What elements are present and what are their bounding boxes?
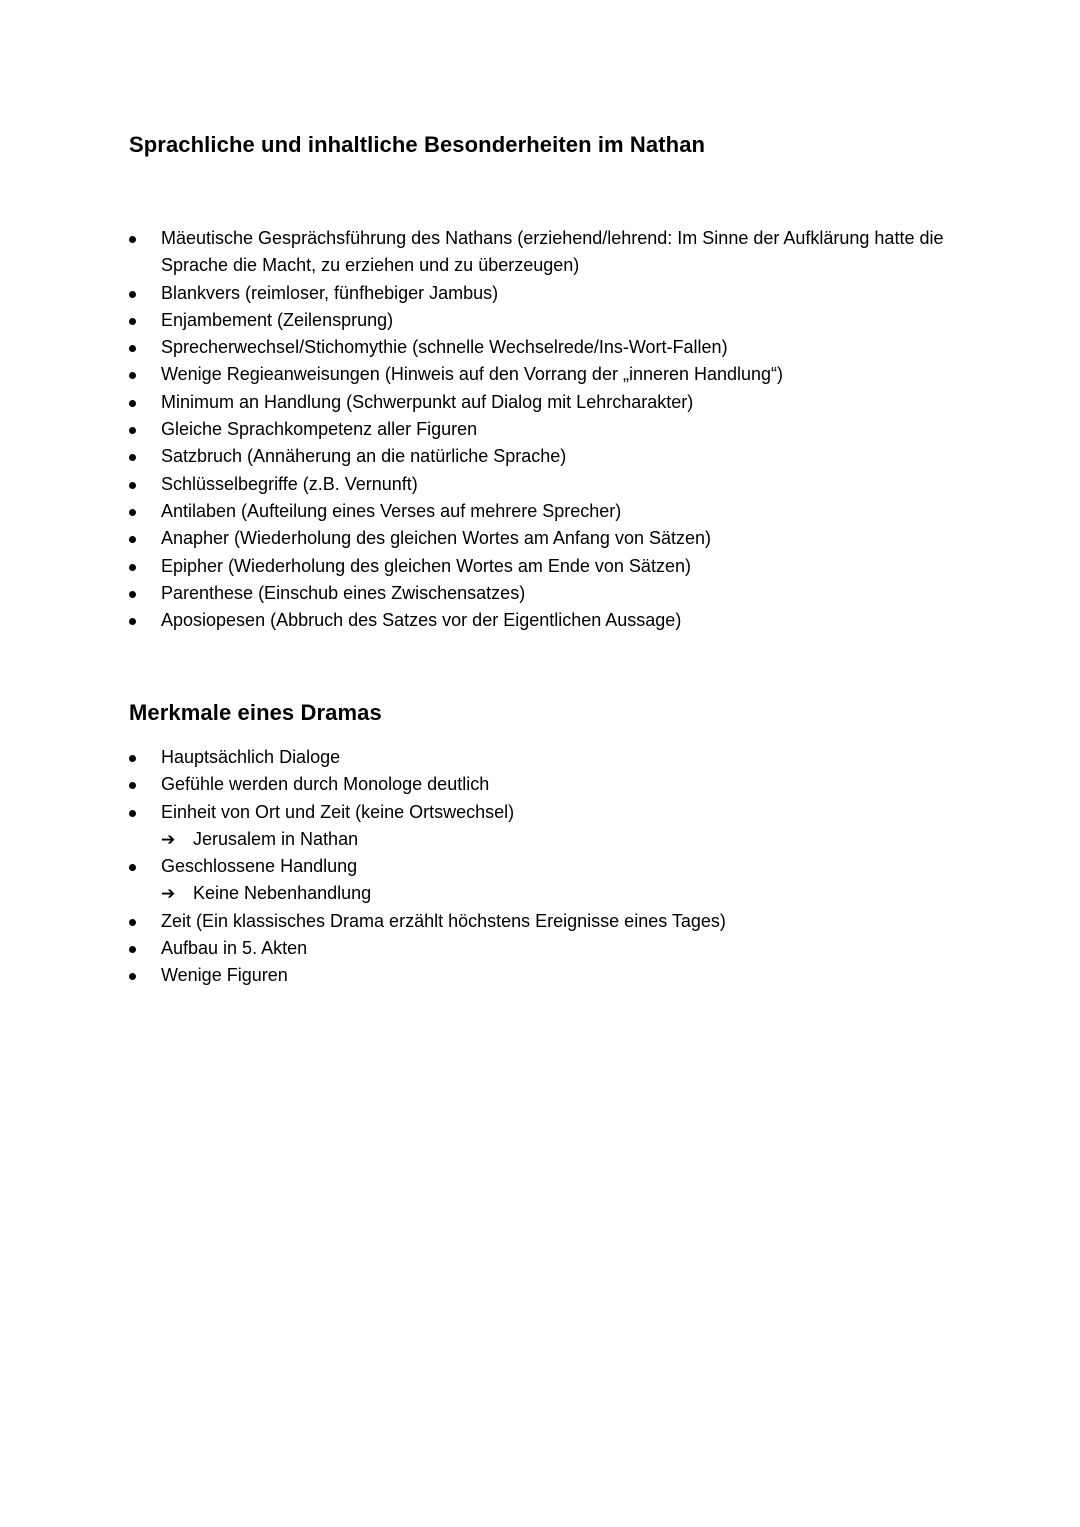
bullet-icon <box>129 318 136 325</box>
list-item: Einheit von Ort und Zeit (keine Ortswechsel) <box>0 799 951 826</box>
list-item: Aufbau in 5. Akten <box>0 935 951 962</box>
sub-list-item: ➔ Keine Nebenhandlung <box>0 880 951 907</box>
bullet-icon <box>129 810 136 817</box>
list-item: Aposiopesen (Abbruch des Satzes vor der Eigentlichen Aussage) <box>0 607 951 634</box>
bullet-icon <box>129 864 136 871</box>
bullet-icon <box>129 919 136 926</box>
list-item: Mäeutische Gesprächsführung des Nathans (erziehend/lehrend: Im Sinne der Aufklärung hatte die Sprache die Macht, zu erziehen und zu überzeugen) <box>0 225 951 280</box>
list-item: Zeit (Ein klassisches Drama erzählt höchstens Ereignisse eines Tages) <box>0 908 951 935</box>
list-item: Sprecherwechsel/Stichomythie (schnelle Wechselrede/Ins-Wort-Fallen) <box>0 334 951 361</box>
list-item: Schlüsselbegriffe (z.B. Vernunft) <box>0 471 951 498</box>
bullet-icon <box>129 454 136 461</box>
arrow-right-icon: ➔ <box>161 829 176 849</box>
bullet-icon <box>129 236 136 243</box>
list-item: Antilaben (Aufteilung eines Verses auf mehrere Sprecher) <box>0 498 951 525</box>
list-item: Hauptsächlich Dialoge <box>0 744 951 771</box>
bullet-icon <box>129 400 136 407</box>
list-item: Wenige Figuren <box>0 962 951 989</box>
bullet-icon <box>129 345 136 352</box>
bullet-icon <box>129 291 136 298</box>
list-item: Gefühle werden durch Monologe deutlich <box>0 771 951 798</box>
list-item: Enjambement (Zeilensprung) <box>0 307 951 334</box>
drama-features-list <box>0 744 951 990</box>
bullet-icon <box>129 755 136 762</box>
section-heading-nathan: Sprachliche und inhaltliche Besonderheiten im Nathan <box>129 132 706 157</box>
bullet-icon <box>129 946 136 953</box>
list-item: Anapher (Wiederholung des gleichen Wortes am Anfang von Sätzen) <box>0 525 951 552</box>
bullet-icon <box>129 591 136 598</box>
list-item: Parenthese (Einschub eines Zwischensatzes) <box>0 580 951 607</box>
bullet-icon <box>129 427 136 434</box>
bullet-icon <box>129 536 136 543</box>
list-item: Blankvers (reimloser, fünfhebiger Jambus) <box>0 280 951 307</box>
bullet-icon <box>129 509 136 516</box>
section-heading-drama: Merkmale eines Dramas <box>129 700 382 725</box>
bullet-icon <box>129 482 136 489</box>
bullet-icon <box>129 782 136 789</box>
bullet-icon <box>129 618 136 625</box>
list-item: Gleiche Sprachkompetenz aller Figuren <box>0 416 951 443</box>
sub-list-item: ➔ Jerusalem in Nathan <box>0 826 951 853</box>
list-item: Epipher (Wiederholung des gleichen Wortes am Ende von Sätzen) <box>0 553 951 580</box>
bullet-icon <box>129 564 136 571</box>
bullet-icon <box>129 973 136 980</box>
list-item: Wenige Regieanweisungen (Hinweis auf den Vorrang der „inneren Handlung“) <box>0 361 951 388</box>
nathan-features-list <box>0 225 951 634</box>
list-item: Geschlossene Handlung <box>0 853 951 880</box>
bullet-icon <box>129 372 136 379</box>
arrow-right-icon: ➔ <box>161 884 176 904</box>
list-item: Minimum an Handlung (Schwerpunkt auf Dialog mit Lehrcharakter) <box>0 389 951 416</box>
list-item: Satzbruch (Annäherung an die natürliche Sprache) <box>0 443 951 470</box>
